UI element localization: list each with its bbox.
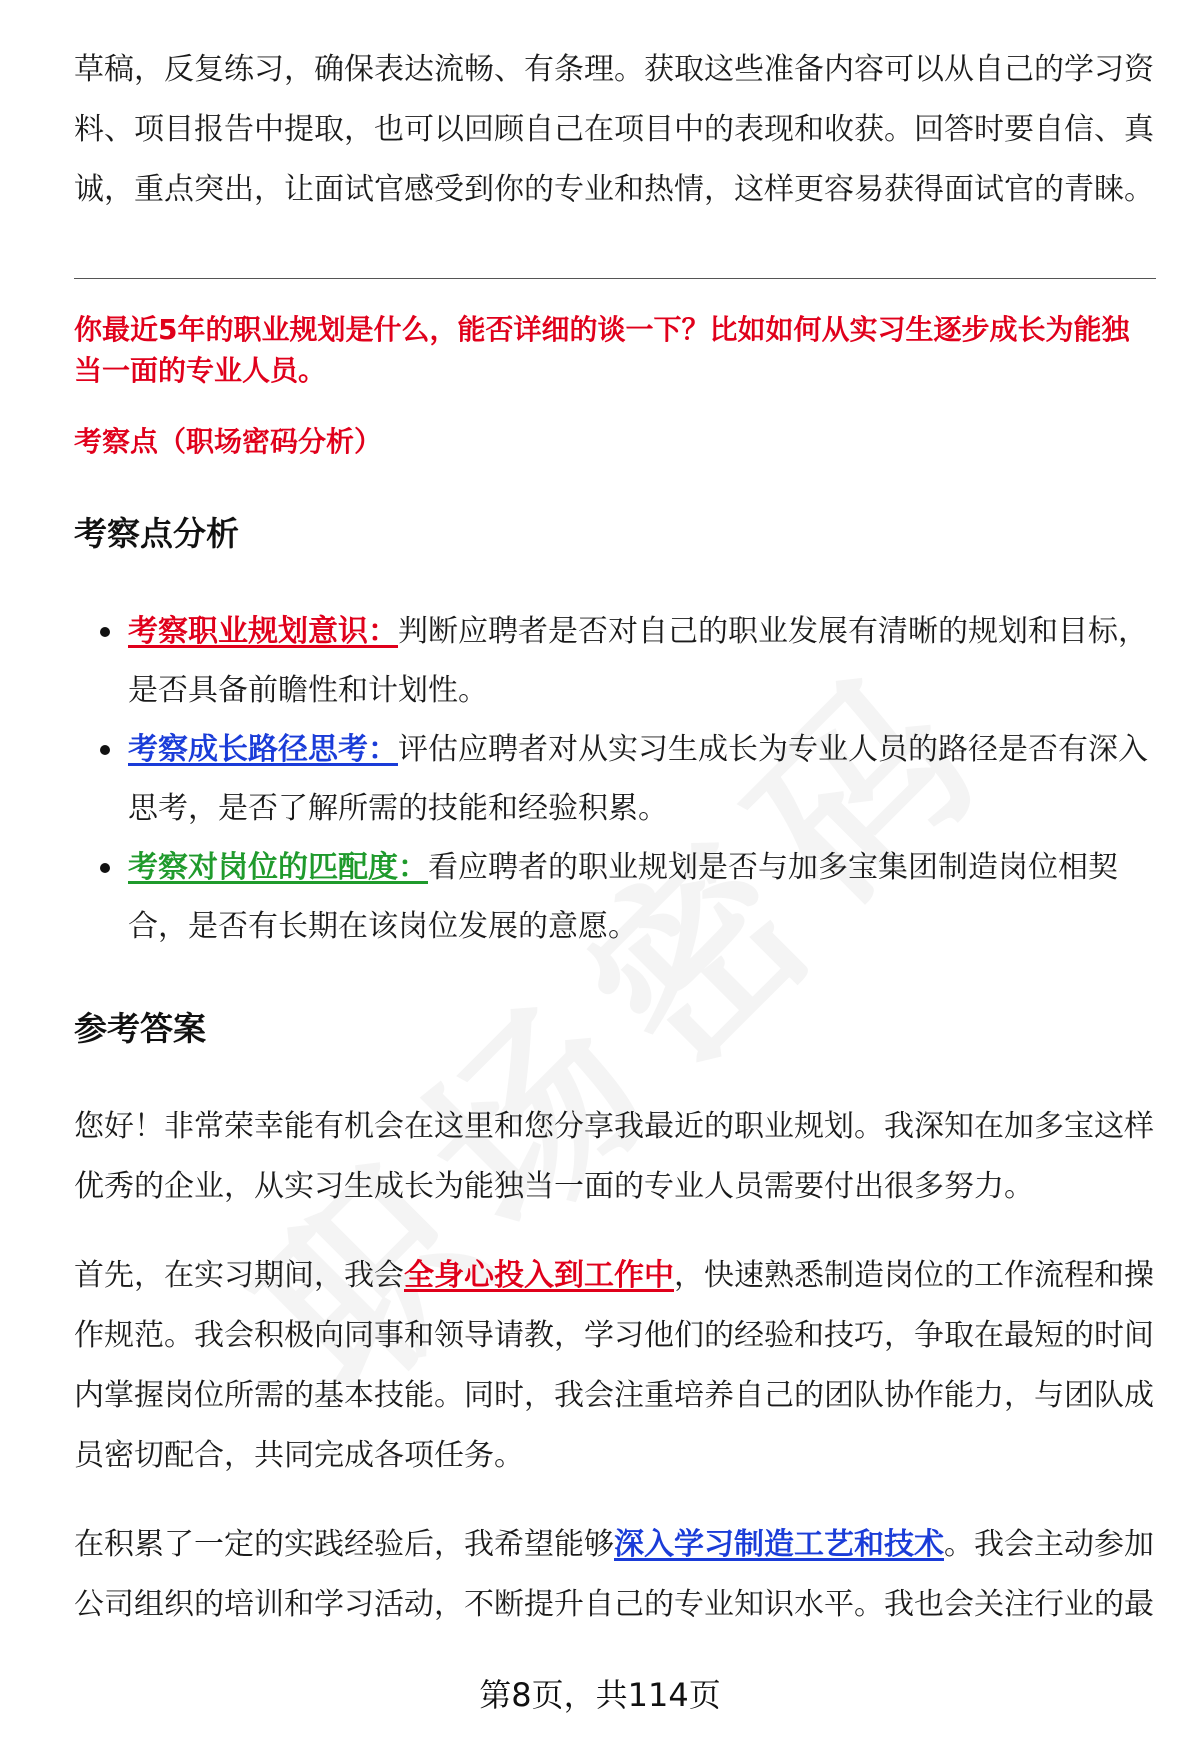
bullet-dot-icon xyxy=(100,745,110,755)
bullet-keyword: 考察成长路径思考： xyxy=(128,732,398,767)
answer-highlight: 深入学习制造工艺和技术 xyxy=(614,1527,944,1562)
kaocha-label: 考察点（职场密码分析） xyxy=(74,425,383,458)
answer-text: 在积累了一定的实践经验后，我希望能够 xyxy=(74,1527,614,1562)
list-item xyxy=(74,838,1154,956)
page-number: 第8页，共114页 xyxy=(479,1676,721,1714)
answer-text: 。我会主动参加公司组织的培训和学习活动，不断提升自己的专业知识水平。我也会关注行业的最 xyxy=(74,1527,1154,1622)
bullet-dot-icon xyxy=(100,863,110,873)
answer-paragraph xyxy=(74,1515,1154,1635)
answer-paragraph xyxy=(74,1246,1154,1486)
divider xyxy=(74,278,1156,279)
bullet-keyword: 考察对岗位的匹配度： xyxy=(128,850,428,885)
bullet-text: 评估应聘者对从实习生成长为专业人员的路径是否有深入思考，是否了解所需的技能和经验积累。 xyxy=(128,732,1148,826)
bullet-dot-icon xyxy=(100,627,110,637)
bullet-keyword: 考察职业规划意识： xyxy=(128,614,398,649)
list-item xyxy=(74,720,1154,838)
answer-heading: 参考答案 xyxy=(74,1009,206,1048)
list-item xyxy=(74,602,1154,720)
bullet-text: 判断应聘者是否对自己的职业发展有清晰的规划和目标，是否具备前瞻性和计划性。 xyxy=(128,614,1148,708)
analysis-list xyxy=(74,602,1154,956)
interview-question: 你最近5年的职业规划是什么，能否详细的谈一下？比如如何从实习生逐步成长为能独当一面的专业人员。 xyxy=(74,313,1130,387)
answer-highlight: 全身心投入到工作中 xyxy=(404,1258,674,1293)
answer-paragraph: 您好！非常荣幸能有机会在这里和您分享我最近的职业规划。我深知在加多宝这样优秀的企业，从实习生成长为能独当一面的专业人员需要付出很多努力。 xyxy=(74,1109,1154,1204)
intro-paragraph: 草稿，反复练习，确保表达流畅、有条理。获取这些准备内容可以从自己的学习资料、项目报告中提取，也可以回顾自己在项目中的表现和收获。回答时要自信、真诚，重点突出，让面试官感受到你的专业和热情，这样更容易获得面试官的青睐。 xyxy=(74,52,1154,207)
analysis-heading: 考察点分析 xyxy=(74,514,239,553)
bullet-text: 看应聘者的职业规划是否与加多宝集团制造岗位相契合，是否有长期在该岗位发展的意愿。 xyxy=(128,850,1118,944)
answer-text: 首先，在实习期间，我会 xyxy=(74,1258,404,1293)
answer-text: ，快速熟悉制造岗位的工作流程和操作规范。我会积极向同事和领导请教，学习他们的经验和技巧，争取在最短的时间内掌握岗位所需的基本技能。同时，我会注重培养自己的团队协作能力，与团队成员密切配合，共同完成各项任务。 xyxy=(74,1258,1154,1473)
